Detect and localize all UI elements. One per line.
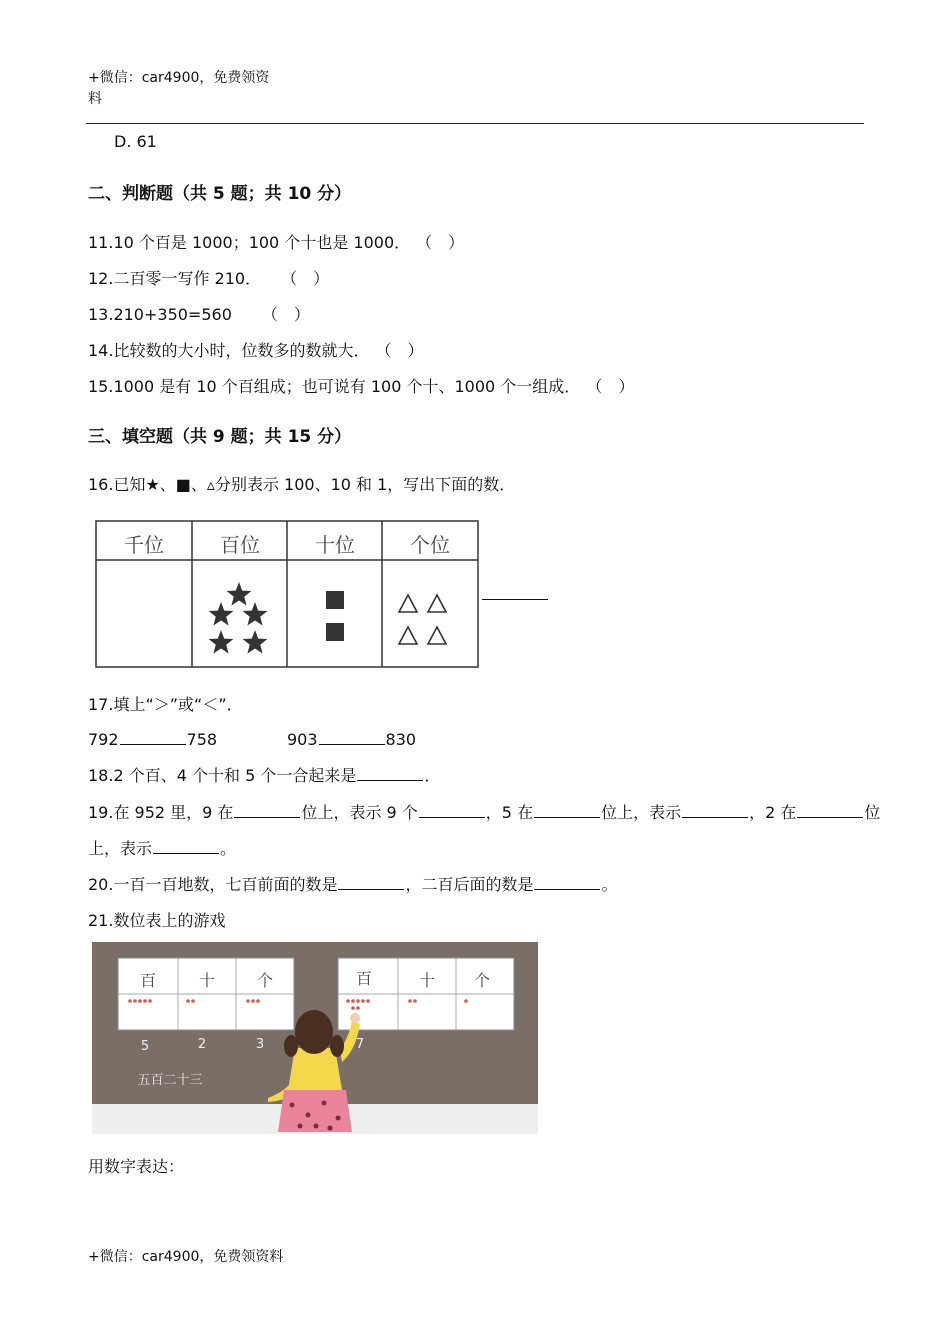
q14-text: 14.比较数的大小时，位数多的数就大． — [88, 341, 370, 360]
question-19-line2 — [88, 836, 236, 859]
header-ones: 个位 — [410, 533, 450, 557]
left-digit-tens: 2 — [197, 1037, 207, 1052]
q17a-blank[interactable] — [120, 728, 186, 745]
q19-p6: 位 — [864, 803, 881, 822]
right-header-ones: 个 — [473, 971, 491, 990]
abacus-board-illustration — [90, 940, 540, 1134]
question-15 — [88, 374, 634, 397]
q19-blank-3[interactable] — [534, 801, 600, 818]
place-value-table — [90, 518, 482, 670]
q19-blank-6[interactable] — [153, 837, 219, 854]
q12-paren: （ ） — [289, 269, 330, 288]
left-header-ones: 个 — [256, 971, 274, 990]
q19-blank-5[interactable] — [797, 801, 863, 818]
q17b-left: 903 — [287, 730, 318, 749]
question-17a — [88, 728, 217, 749]
q14-paren: （ ） — [383, 341, 424, 360]
q17b-blank[interactable] — [319, 728, 385, 745]
question-17: 17.填上“＞”或“＜”． — [88, 695, 243, 714]
q11-paren: （ ） — [424, 233, 465, 252]
question-18 — [88, 763, 440, 786]
q19-blank-4[interactable] — [682, 801, 748, 818]
header-line-1: +微信：car4900，免费领资 — [88, 70, 270, 86]
section3-title: 三、填空题（共 9 题；共 15 分） — [88, 427, 352, 447]
right-place-chart — [338, 958, 514, 1030]
q19-p1: 19.在 952 里，9 在 — [88, 803, 234, 822]
header-line-2: 料 — [88, 91, 102, 107]
header-hundreds: 百位 — [220, 533, 260, 557]
q20-blank-2[interactable] — [534, 873, 600, 890]
square-symbol — [326, 591, 344, 609]
left-digit-ones: 3 — [255, 1037, 265, 1052]
q21-prompt: 用数字表达： — [88, 1157, 185, 1176]
q13-paren: （ ） — [261, 305, 310, 324]
right-header-tens: 十 — [418, 971, 436, 990]
left-header-tens: 十 — [198, 971, 216, 990]
q17a-left: 792 — [88, 730, 119, 749]
question-17b — [287, 728, 416, 749]
q16-answer-blank[interactable] — [482, 599, 548, 600]
girl-ponytail-left — [284, 1035, 298, 1057]
q12-text: 12.二百零一写作 210． — [88, 269, 262, 288]
page-header — [88, 68, 288, 110]
option-d: D. 61 — [114, 132, 157, 151]
q15-paren: （ ） — [594, 377, 635, 396]
question-14 — [88, 338, 423, 361]
question-16: 16.已知★、■、▵分别表示 100、10 和 1，写出下面的数． — [88, 475, 516, 494]
left-place-chart — [118, 958, 294, 1030]
q19-p2: 位上，表示 9 个 — [301, 803, 418, 822]
q19-blank-2[interactable] — [419, 801, 485, 818]
header-tens: 十位 — [315, 533, 355, 557]
q17a-right: 758 — [186, 730, 218, 749]
q20-blank-1[interactable] — [338, 873, 404, 890]
square-symbol — [326, 623, 344, 641]
board-caption: 五百二十三 — [137, 1073, 203, 1088]
question-13 — [88, 302, 310, 325]
q19-blank-1[interactable] — [234, 801, 300, 818]
header-rule — [86, 123, 864, 124]
q18-text: 18.2 个百、4 个十和 5 个一合起来是 — [88, 766, 357, 785]
page-footer: +微信：car4900，免费领资料 — [88, 1249, 284, 1265]
header-thousands: 千位 — [124, 533, 164, 557]
q19-p3: ，5 在 — [485, 803, 534, 822]
left-header-hundreds: 百 — [139, 971, 157, 990]
q20-p2: ，二百后面的数是 — [405, 875, 534, 894]
q19-p4: 位上，表示 — [601, 803, 682, 822]
q20-p1: 20.一百一百地数，七百前面的数是 — [88, 875, 338, 894]
q15-text: 15.1000 是有 10 个百组成；也可说有 100 个十、1000 个一组成． — [88, 377, 581, 396]
girl-ponytail-right — [330, 1035, 344, 1057]
q19-p7: 上，表示 — [88, 839, 153, 858]
q13-text: 13.210+350=560 — [88, 305, 232, 324]
section2-title: 二、判断题（共 5 题；共 10 分） — [88, 184, 352, 204]
right-header-hundreds: 百 — [355, 969, 373, 988]
q20-p3: 。 — [601, 875, 618, 894]
question-11 — [88, 230, 464, 253]
question-21: 21.数位表上的游戏 — [88, 911, 226, 930]
question-20 — [88, 872, 617, 895]
question-12 — [88, 266, 329, 289]
q18-end: ． — [424, 766, 441, 785]
left-digit-hundreds: 5 — [140, 1039, 150, 1054]
q19-p8: 。 — [220, 839, 237, 858]
girl-hair — [295, 1010, 333, 1054]
q11-text: 11.10 个百是 1000；100 个十也是 1000． — [88, 233, 411, 252]
q18-blank[interactable] — [357, 764, 423, 781]
q17b-right: 830 — [385, 730, 417, 749]
girl-hand — [350, 1013, 360, 1023]
right-digit-hundreds: 7 — [355, 1037, 365, 1052]
question-19-line1 — [88, 800, 880, 823]
q19-p5: ，2 在 — [749, 803, 797, 822]
